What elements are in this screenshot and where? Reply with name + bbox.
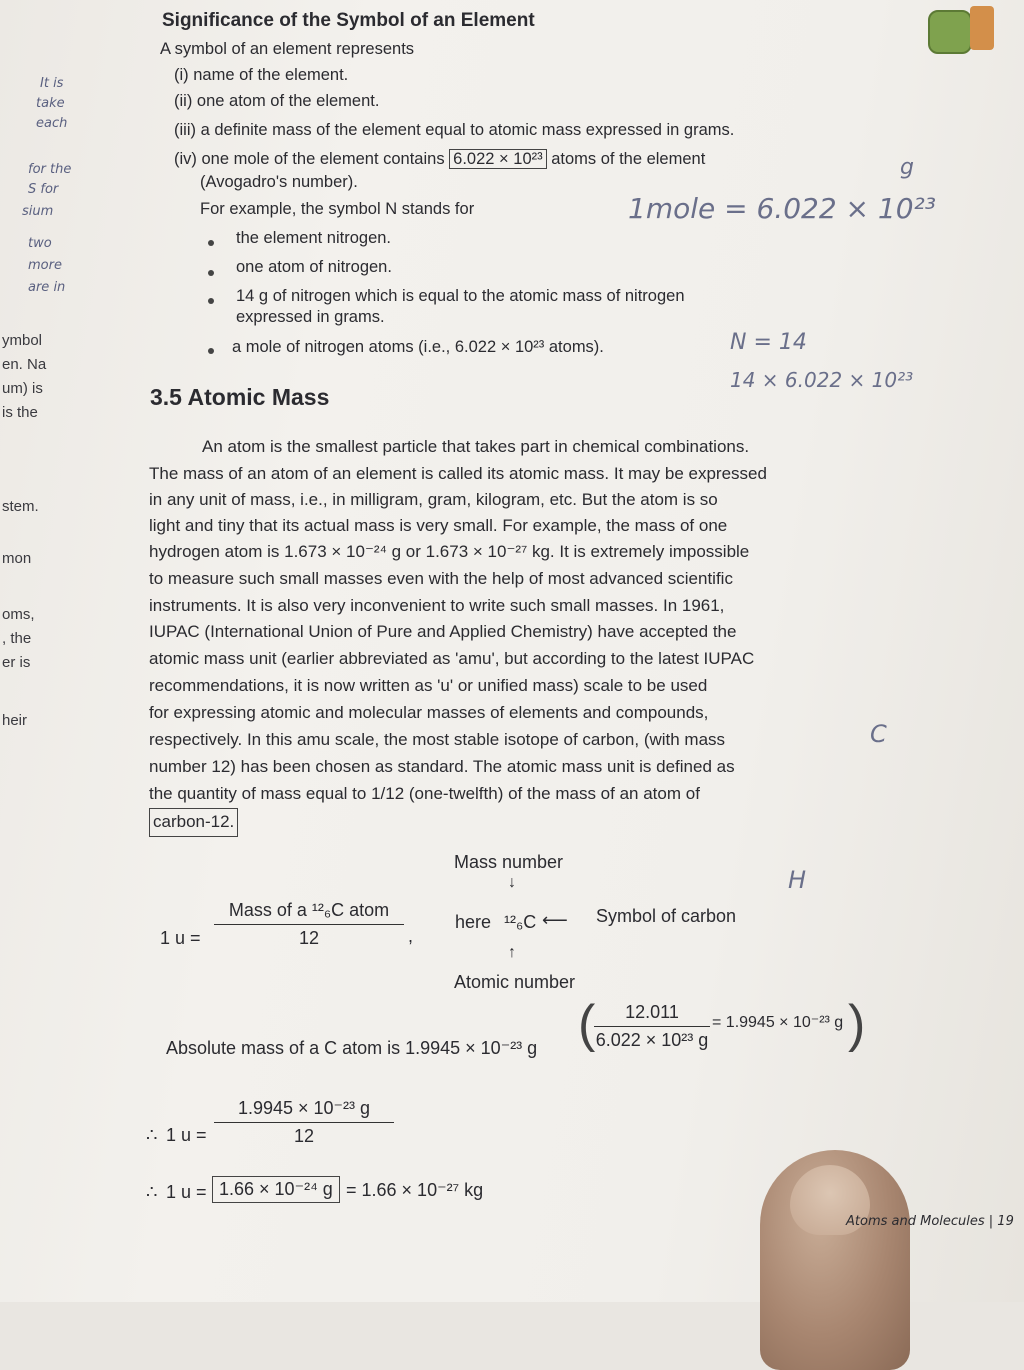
left-arrow-icon: ⟵ — [542, 910, 568, 930]
margin-text: oms, — [2, 606, 35, 623]
u-definition-label: 1 u = — [160, 928, 201, 948]
bullet-text: expressed in grams. — [236, 308, 385, 326]
section-heading: Significance of the Symbol of an Element — [162, 10, 535, 31]
example-intro: For example, the symbol N stands for — [200, 200, 475, 218]
bullet-text: the element nitrogen. — [236, 229, 392, 247]
paragraph-line: IUPAC (International Union of Pure and Applied Chemistry) have accepted the — [149, 622, 737, 641]
right-paren: ) — [848, 995, 866, 1053]
margin-text: It is — [40, 76, 64, 91]
bullet-dot — [208, 240, 214, 246]
bullet-dot — [208, 298, 214, 304]
paragraph-line: for expressing atomic and molecular masses of elements and compounds, — [149, 703, 709, 722]
margin-text: mon — [2, 550, 32, 567]
fraction-numerator: 1.9945 × 10⁻²³ g — [237, 1098, 371, 1118]
handwritten-note: g — [900, 155, 914, 180]
margin-text: more — [28, 258, 62, 273]
u-definition-fraction — [214, 900, 404, 949]
publisher-logo — [928, 10, 972, 54]
margin-text: two — [28, 236, 52, 251]
paragraph-line: respectively. In this amu scale, the most stable isotope of carbon, (with mass — [149, 730, 726, 749]
margin-text: take — [36, 96, 65, 111]
paragraph-line: hydrogen atom is 1.673 × 10⁻²⁴ g or 1.673 × 10⁻²⁷ kg. It is extremely impossible — [149, 542, 750, 561]
bullet-text: a mole of nitrogen atoms (i.e., 6.022 × 10²³ atoms). — [232, 338, 604, 356]
fraction-denominator: 12 — [298, 928, 320, 948]
margin-text: en. Na — [2, 356, 47, 373]
abs-mass-result: = 1.9945 × 10⁻²³ g — [712, 1014, 844, 1031]
paragraph-line: atomic mass unit (earlier abbreviated as 'amu', but according to the latest IUPAC — [149, 649, 755, 668]
page-footer: Atoms and Molecules | 19 — [846, 1214, 1014, 1229]
u-label: 1 u = — [166, 1125, 207, 1145]
avogadro-note: (Avogadro's number). — [200, 173, 358, 191]
handwritten-note: 1mole = 6.022 × 10²³ — [628, 192, 936, 225]
margin-text: for the — [28, 162, 72, 177]
u-result-kg: = 1.66 × 10⁻²⁷ kg — [346, 1180, 484, 1200]
comma: , — [408, 926, 414, 946]
list-item: (ii) one atom of the element. — [174, 92, 380, 110]
margin-text: are in — [28, 280, 66, 295]
handwritten-note: H — [788, 866, 807, 894]
u-fraction — [214, 1098, 394, 1147]
symbol-of-carbon-label: Symbol of carbon — [596, 906, 737, 926]
margin-text: um) is — [2, 380, 43, 397]
here-label: here — [455, 912, 492, 932]
paragraph-line: recommendations, it is now written as 'u' or unified mass) scale to be used — [149, 676, 708, 695]
left-paren: ( — [578, 995, 596, 1053]
fraction-bar — [214, 1122, 394, 1123]
paragraph-line: light and tiny that its actual mass is very small. For example, the mass of one — [149, 516, 728, 535]
margin-text: is the — [2, 404, 38, 421]
therefore-symbol: ∴ — [146, 1125, 158, 1145]
margin-text: heir — [2, 712, 28, 729]
margin-text: sium — [22, 204, 54, 219]
absolute-mass-text: Absolute mass of a C atom is 1.9945 × 10⁻²³ g — [166, 1038, 538, 1058]
publisher-badge — [970, 6, 994, 50]
u-label: 1 u = — [166, 1182, 207, 1202]
atomic-number-label: Atomic number — [454, 972, 576, 992]
avogadro-value-box: 6.022 × 10²³ — [449, 149, 546, 169]
bullet-text: one atom of nitrogen. — [236, 258, 392, 276]
boxed-result: 1.66 × 10⁻²⁴ g — [212, 1176, 340, 1203]
bullet-dot — [208, 348, 214, 354]
intro-text: A symbol of an element represents — [160, 40, 415, 58]
paragraph-line: instruments. It is also very inconvenient to write such small masses. In 1961, — [149, 596, 725, 615]
fraction-denominator: 6.022 × 10²³ g — [595, 1030, 709, 1050]
handwritten-note: N = 14 — [730, 330, 807, 355]
paragraph-line: number 12) has been chosen as standard. The atomic mass unit is defined as — [149, 757, 735, 776]
fraction-numerator: 12.011 — [625, 1002, 679, 1022]
list-item: (iv) one mole of the element contains 6.022 × 10²³ atoms of the element — [174, 150, 706, 168]
down-arrow-icon: ↓ — [508, 874, 516, 891]
bullet-text: 14 g of nitrogen which is equal to the atomic mass of nitrogen — [236, 287, 685, 305]
paragraph-line: in any unit of mass, i.e., in milligram, gram, kilogram, etc. But the atom is so — [149, 490, 718, 509]
fraction-bar — [594, 1026, 710, 1027]
margin-text: stem. — [2, 498, 39, 515]
list-item: (iii) a definite mass of the element equal to atomic mass expressed in grams. — [174, 121, 735, 139]
handwritten-note: C — [870, 720, 887, 748]
paragraph-line: the quantity of mass equal to 1/12 (one-twelfth) of the mass of an atom of — [149, 784, 700, 803]
fraction-denominator: 12 — [293, 1126, 315, 1146]
abs-mass-fraction — [594, 1002, 710, 1051]
margin-text: each — [36, 116, 68, 131]
bullet-dot — [208, 270, 214, 276]
margin-text: , the — [2, 630, 32, 647]
section-title: 3.5 Atomic Mass — [150, 384, 330, 410]
margin-text: er is — [2, 654, 31, 671]
fraction-bar — [214, 924, 404, 925]
handwritten-note: 14 × 6.022 × 10²³ — [730, 368, 914, 392]
carbon-symbol: ¹²₆C — [504, 912, 537, 932]
mass-number-label: Mass number — [454, 852, 564, 872]
list-item: (i) name of the element. — [174, 66, 349, 84]
margin-text: S for — [28, 182, 59, 197]
paragraph-line: to measure such small masses even with the help of most advanced scientific — [149, 569, 733, 588]
paragraph-line: carbon-12. — [149, 808, 238, 837]
paragraph-line: The mass of an atom of an element is called its atomic mass. It may be expressed — [149, 464, 767, 483]
up-arrow-icon: ↑ — [508, 944, 516, 961]
fraction-numerator: Mass of a ¹²₆C atom — [228, 900, 390, 920]
margin-text: ymbol — [2, 332, 43, 349]
therefore-symbol: ∴ — [146, 1182, 158, 1202]
paragraph-line: An atom is the smallest particle that takes part in chemical combinations. — [202, 437, 750, 456]
